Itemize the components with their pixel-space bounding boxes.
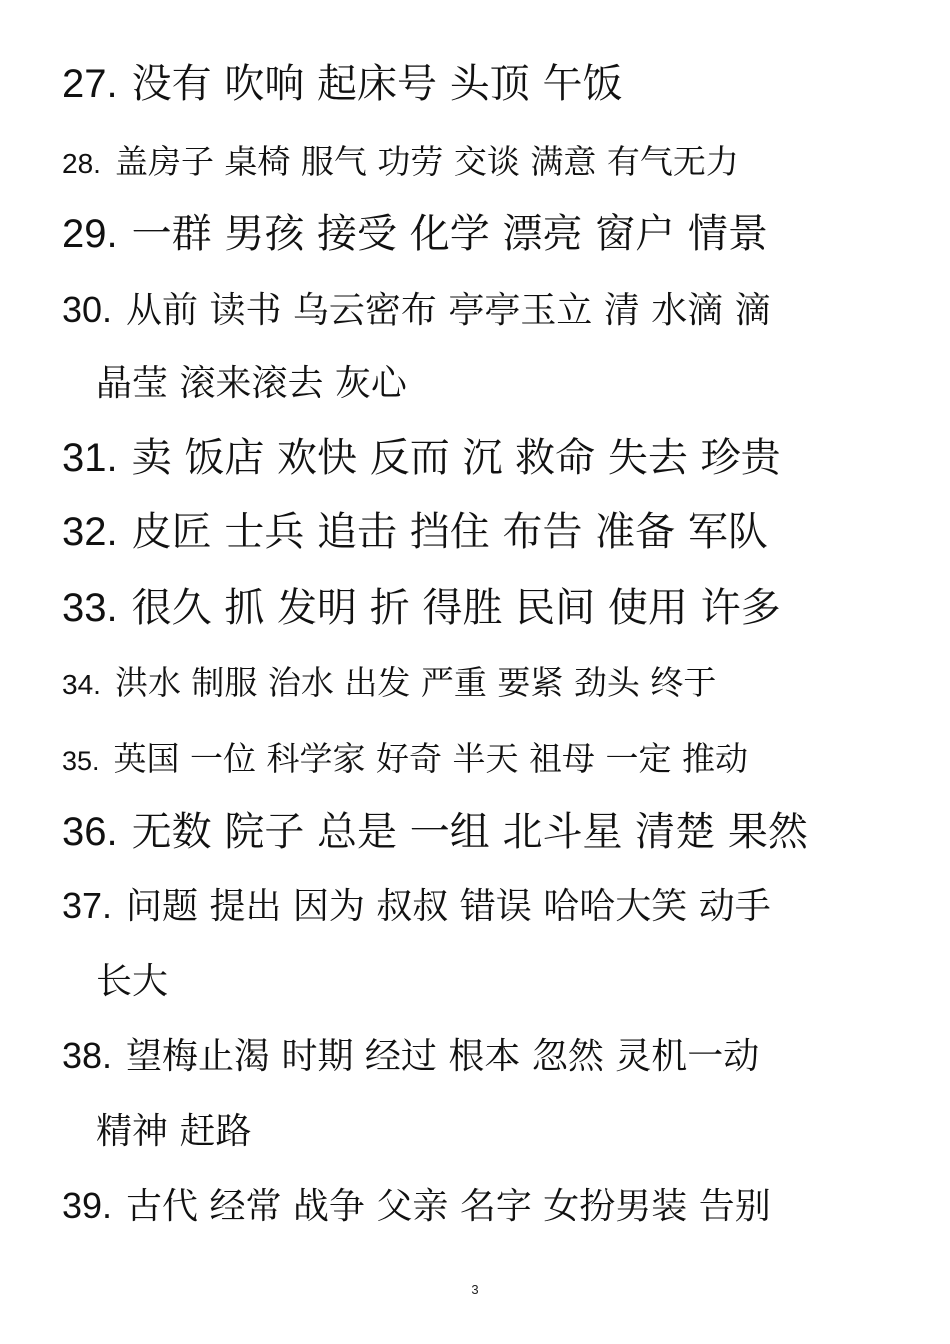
word-line-38 (62, 1035, 910, 1077)
word-line-35 (62, 739, 910, 778)
word-list: 从前 读书 乌云密布 亭亭玉立 清 水滴 滴 (126, 290, 771, 331)
word-line-34 (62, 663, 910, 702)
item-number: 31. (62, 436, 118, 480)
word-list: 长大 (96, 961, 169, 1002)
item-number: 37. (62, 885, 113, 926)
word-line-32 (62, 509, 910, 555)
word-line-31 (62, 435, 910, 481)
word-list: 一群 男孩 接受 化学 漂亮 窗户 情景 (131, 211, 768, 257)
word-list: 很久 抓 发明 折 得胜 民间 使用 许多 (131, 585, 781, 631)
word-list: 卖 饭店 欢快 反而 沉 救命 失去 珍贵 (131, 435, 781, 481)
word-list: 没有 吹响 起床号 头顶 午饭 (131, 61, 623, 107)
word-line-29 (62, 211, 910, 257)
page-number: 3 (471, 1282, 479, 1297)
word-list: 望梅止渴 时期 经过 根本 忽然 灵机一动 (126, 1036, 760, 1077)
item-number: 28. (62, 148, 101, 179)
item-number: 35. (62, 746, 100, 776)
word-line-37-continued (96, 961, 910, 1002)
word-list: 无数 院子 总是 一组 北斗星 清楚 果然 (131, 809, 808, 855)
word-list: 洪水 制服 治水 出发 严重 要紧 劲头 终于 (114, 663, 717, 702)
item-number: 32. (62, 510, 118, 554)
word-list: 精神 赶路 (96, 1111, 252, 1152)
word-line-28 (62, 142, 910, 181)
word-list: 皮匠 士兵 追击 挡住 布告 准备 军队 (131, 509, 768, 555)
word-line-27 (62, 61, 910, 107)
word-list: 古代 经常 战争 父亲 名字 女扮男装 告别 (126, 1186, 771, 1227)
word-list: 英国 一位 科学家 好奇 半天 祖母 一定 推动 (113, 739, 748, 778)
item-number: 30. (62, 289, 113, 330)
item-number: 39. (62, 1185, 113, 1226)
item-number: 33. (62, 586, 118, 630)
word-line-36 (62, 809, 910, 855)
word-line-39 (62, 1185, 910, 1227)
word-list: 盖房子 桌椅 服气 功劳 交谈 满意 有气无力 (114, 142, 739, 181)
word-list: 问题 提出 因为 叔叔 错误 哈哈大笑 动手 (126, 886, 771, 927)
item-number: 27. (62, 62, 118, 106)
item-number: 34. (62, 669, 101, 700)
word-line-37 (62, 885, 910, 927)
item-number: 29. (62, 212, 118, 256)
item-number: 38. (62, 1035, 113, 1076)
word-line-30 (62, 289, 910, 331)
item-number: 36. (62, 810, 118, 854)
word-line-38-continued (96, 1111, 910, 1152)
word-line-30-continued (96, 363, 910, 404)
word-line-33 (62, 585, 910, 631)
word-list: 晶莹 滚来滚去 灰心 (96, 363, 407, 404)
